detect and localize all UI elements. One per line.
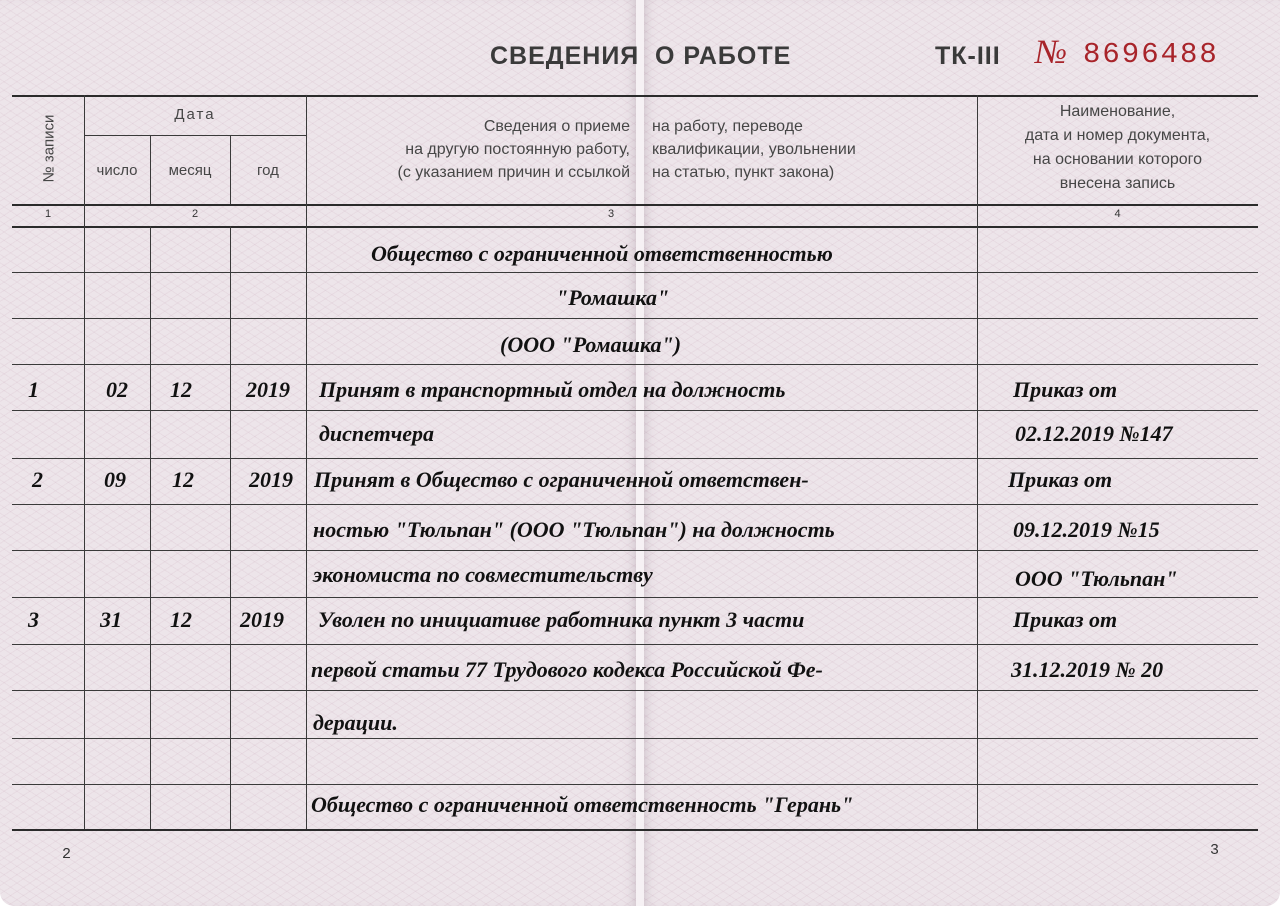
org1-line-2: "Ромашка" [556,285,670,310]
row-line [12,458,1258,459]
org1-line-1: Общество с ограниченной ответственностью [371,241,833,266]
document-header: Наименование, дата и номер документа, на основании которого внесена запись [1024,103,1211,192]
title-left: СВЕДЕНИЯ [490,42,640,70]
entry-2-year: 2019 [249,467,293,492]
entry-2-number: 2 [32,467,43,492]
entry-2-text: экономиста по совместительству [313,562,653,587]
series-label: ТК-III [935,42,1001,70]
entry-1-day: 02 [106,377,128,402]
entry-3-text: дерации. [313,710,398,735]
entry-2-day: 09 [104,467,126,492]
entry-2-text: ностью "Тюльпан" (ООО "Тюльпан") на должность [313,517,835,542]
entry-3-day: 31 [100,607,122,632]
org1-line-3: (ООО "Ромашка") [500,332,682,357]
record-number-header: № записи [40,114,58,183]
row-line [12,410,1258,411]
row-line [12,644,1258,645]
entry-3-year: 2019 [240,607,284,632]
column-number: 1 [44,208,52,220]
entry-1-text: диспетчера [319,421,435,446]
table-bottom-line [12,829,1258,831]
col-line-3 [977,95,978,829]
entry-1-year: 2019 [246,377,290,402]
entry-1-document: Приказ от [1013,377,1118,402]
entry-1-text: Принят в транспортный отдел на должность [319,377,786,402]
entry-1-month: 12 [170,377,192,402]
row-line [12,272,1258,273]
book-spine [636,0,644,906]
info-header-right: на работу, переводе квалификации, увольнении на статью, пункт закона) [652,118,856,181]
entry-2-month: 12 [172,467,194,492]
entry-3-month: 12 [170,607,192,632]
column-number: 4 [1114,208,1121,220]
entry-1-document: 02.12.2019 №147 [1015,421,1173,446]
date-subheader-line [84,135,306,136]
header-bottom-line [12,204,1258,206]
entry-3-text: первой статьи 77 Трудового кодекса Российской Фе- [311,657,823,682]
page-number-right: 3 [1210,842,1220,859]
year-header: год [257,162,279,179]
row-line [12,597,1258,598]
entry-2-document: ООО "Тюльпан" [1015,566,1178,591]
entry-3-document: Приказ от [1013,607,1118,632]
row-line [12,784,1258,785]
entry-3-document: 31.12.2019 № 20 [1011,657,1164,682]
org2-heading: Общество с ограниченной ответственность "Герань" [311,792,854,817]
row-line [12,690,1258,691]
page-number-left: 2 [62,846,72,863]
day-header: число [96,162,138,179]
column-numbers-line [12,226,1258,228]
col-line-month [230,226,231,829]
row-line [12,504,1258,505]
entry-2-text: Принят в Общество с ограниченной ответствен- [314,467,809,492]
col-line-2 [306,95,307,829]
entry-2-document: Приказ от [1008,467,1113,492]
col-line-day [150,226,151,829]
serial-number: 8696488 [1083,38,1219,71]
number-sign: № [1035,34,1068,71]
entry-3-number: 3 [28,607,39,632]
col-line-1 [84,95,85,829]
date-header: Дата [174,106,216,123]
month-header: месяц [168,162,212,179]
info-header-left: Сведения о приеме на другую постоянную работу, (с указанием причин и ссылкой [397,118,630,181]
row-line [12,318,1258,319]
row-line [12,364,1258,365]
entry-3-text: Уволен по инициативе работника пункт 3 части [318,607,805,632]
title-right: О РАБОТЕ [655,42,792,70]
row-line [12,738,1258,739]
entry-2-document: 09.12.2019 №15 [1013,517,1160,542]
entry-1-number: 1 [28,377,39,402]
column-number: 2 [191,208,199,220]
row-line [12,550,1258,551]
column-number: 3 [607,208,615,220]
header-top-line [12,95,1258,97]
